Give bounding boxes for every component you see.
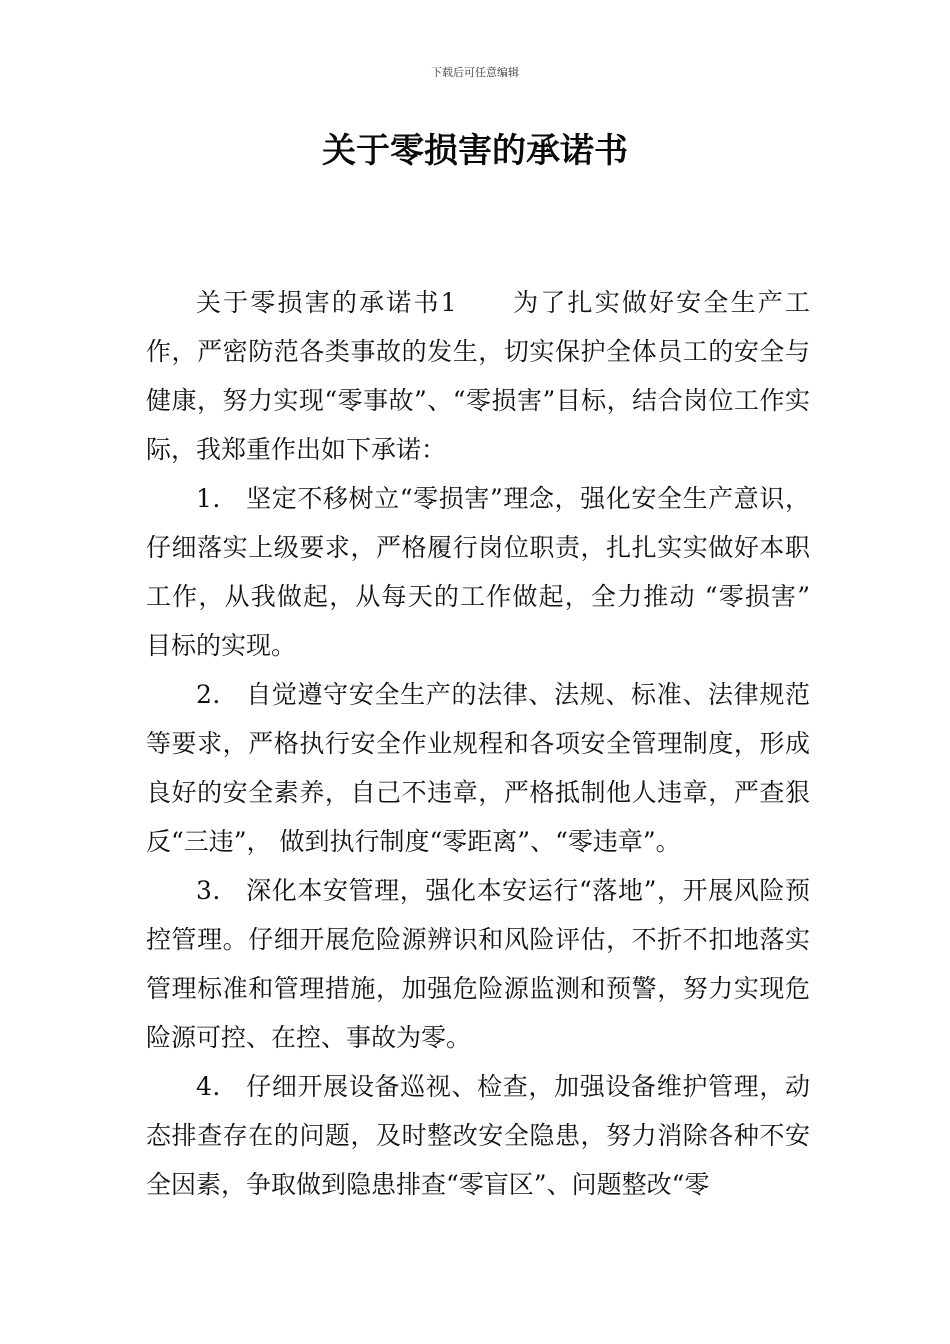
item-number: 3． — [196, 876, 239, 905]
paragraph-item-3 — [146, 866, 810, 1062]
paragraph-text: 自觉遵守安全生产的法律、法规、标准、法律规范等要求，严格执行安全作业规程和各项安全管理制度，形成良好的安全素养，自己不违章，严格抵制他人违章，严查狠反“三违”， 做到执行制度“零距离”、“零违章”。 — [146, 680, 810, 856]
item-number: 2． — [196, 680, 239, 709]
paragraph-text: 关于零损害的承诺书1 为了扎实做好安全生产工作，严密防范各类事故的发生，切实保护全体员工的安全与健康，努力实现“零事故”、“零损害”目标，结合岗位工作实际，我郑重作出如下承诺： — [146, 288, 810, 464]
header-note: 下载后可任意编辑 — [431, 66, 519, 79]
item-number: 4． — [196, 1072, 239, 1101]
document-title: 关于零损害的承诺书 — [322, 131, 628, 171]
paragraph-text: 深化本安管理，强化本安运行“落地”，开展风险预控管理。仔细开展危险源辨识和风险评估，不折不扣地落实管理标准和管理措施，加强危险源监测和预警，努力实现危险源可控、在控、事故为零。 — [146, 876, 810, 1052]
item-number: 1． — [196, 484, 239, 513]
paragraph-item-4 — [146, 1062, 810, 1209]
document-body — [146, 278, 810, 1209]
paragraph-intro — [146, 278, 810, 474]
paragraph-text: 仔细开展设备巡视、检查，加强设备维护管理，动态排查存在的问题，及时整改安全隐患，努力消除各种不安全因素，争取做到隐患排查“零盲区”、问题整改“零 — [146, 1072, 810, 1199]
paragraph-item-1 — [146, 474, 810, 670]
paragraph-item-2 — [146, 670, 810, 866]
paragraph-text: 坚定不移树立“零损害”理念，强化安全生产意识，仔细落实上级要求，严格履行岗位职责，扎扎实实做好本职工作，从我做起，从每天的工作做起，全力推动 “零损害” 目标的实现。 — [146, 484, 810, 660]
